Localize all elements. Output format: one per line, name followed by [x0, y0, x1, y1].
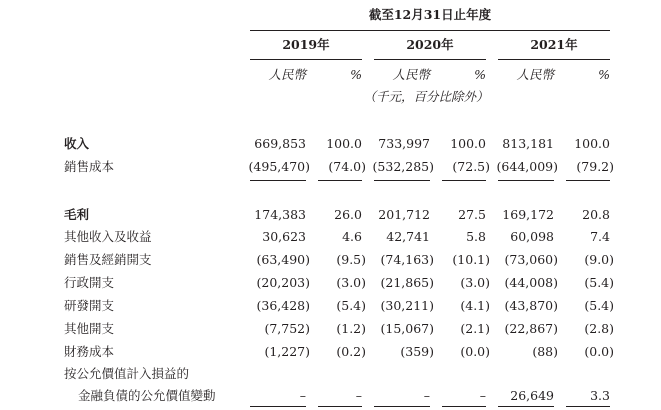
cell: 733,997	[378, 136, 430, 151]
total-rule	[566, 406, 610, 407]
cell: 42,741	[386, 229, 430, 244]
row-label-cost-of-sales: 銷售成本	[64, 159, 115, 174]
year-2021: 2021年	[530, 37, 578, 52]
cell: 100.0	[326, 136, 362, 151]
cell: –	[479, 388, 486, 403]
total-rule	[318, 406, 362, 407]
cell: 100.0	[574, 136, 610, 151]
cell: (88)	[532, 344, 558, 359]
cell: (1,227)	[264, 344, 310, 359]
cell: (21,865)	[380, 275, 434, 290]
total-rule	[498, 406, 554, 407]
cell: –	[355, 388, 362, 403]
cell: 5.8	[466, 229, 486, 244]
total-rule	[442, 406, 486, 407]
cell: 813,181	[502, 136, 554, 151]
percent-2020: %	[474, 67, 486, 82]
cell: (36,428)	[256, 298, 310, 313]
cell: (74,163)	[380, 252, 434, 267]
cell: (0.2)	[336, 344, 366, 359]
cell: (0.0)	[460, 344, 490, 359]
cell: 3.3	[590, 388, 610, 403]
row-label-finance-costs: 財務成本	[64, 344, 115, 359]
subtotal-rule	[374, 180, 430, 181]
cell: –	[299, 388, 306, 403]
cell: (22,867)	[504, 321, 558, 336]
cell: (4.1)	[460, 298, 490, 313]
year-rule-2020	[374, 59, 486, 60]
subtotal-rule	[498, 180, 554, 181]
row-label-other-expenses: 其他開支	[64, 321, 115, 336]
cell: 60,098	[510, 229, 554, 244]
row-label-gross-profit: 毛利	[64, 207, 90, 222]
cell: (2.1)	[460, 321, 490, 336]
unit-note: （千元，百分比除外）	[363, 89, 489, 104]
cell: (72.5)	[452, 159, 490, 174]
cell: 7.4	[590, 229, 610, 244]
percent-2021: %	[598, 67, 610, 82]
cell: (3.0)	[336, 275, 366, 290]
year-2019: 2019年	[282, 37, 330, 52]
currency-2020: 人民幣	[392, 67, 430, 82]
year-2020: 2020年	[406, 37, 454, 52]
cell: (15,067)	[380, 321, 434, 336]
subtotal-rule	[318, 180, 362, 181]
row-label-selling-expenses: 銷售及經銷開支	[64, 252, 152, 267]
cell: (30,211)	[380, 298, 434, 313]
cell: (5.4)	[584, 298, 614, 313]
year-rule-2019	[250, 59, 362, 60]
year-rule-2021	[498, 59, 610, 60]
cell: (1.2)	[336, 321, 366, 336]
cell: (74.0)	[328, 159, 366, 174]
cell: (10.1)	[452, 252, 490, 267]
cell: 169,172	[502, 207, 554, 222]
cell: 100.0	[450, 136, 486, 151]
total-rule	[374, 406, 430, 407]
cell: (7,752)	[264, 321, 310, 336]
row-label-other-income: 其他收入及收益	[64, 229, 152, 244]
cell: 4.6	[342, 229, 362, 244]
cell: (0.0)	[584, 344, 614, 359]
cell: (495,470)	[248, 159, 310, 174]
cell: (532,285)	[372, 159, 434, 174]
currency-2019: 人民幣	[268, 67, 306, 82]
subtotal-rule	[250, 180, 306, 181]
cell: –	[423, 388, 430, 403]
cell: (9.5)	[336, 252, 366, 267]
cell: (5.4)	[336, 298, 366, 313]
cell: 26.0	[334, 207, 362, 222]
cell: (5.4)	[584, 275, 614, 290]
cell: 669,853	[254, 136, 306, 151]
row-label-rnd-expenses: 研發開支	[64, 298, 115, 313]
cell: 20.8	[582, 207, 610, 222]
total-rule	[250, 406, 306, 407]
cell: (359)	[400, 344, 434, 359]
currency-2021: 人民幣	[516, 67, 554, 82]
row-label-revenue: 收入	[64, 136, 90, 151]
row-label-fair-value-line1: 按公允價值計入損益的	[64, 366, 190, 381]
period-title: 截至12月31日止年度	[368, 7, 492, 22]
row-label-admin-expenses: 行政開支	[64, 275, 115, 290]
cell: (2.8)	[584, 321, 614, 336]
percent-2019: %	[350, 67, 362, 82]
subtotal-rule	[566, 180, 610, 181]
cell: (73,060)	[504, 252, 558, 267]
cell: (63,490)	[256, 252, 310, 267]
cell: (20,203)	[256, 275, 310, 290]
cell: (9.0)	[584, 252, 614, 267]
row-label-fair-value-line2: 金融負債的公允價值變動	[78, 388, 216, 403]
cell: 26,649	[510, 388, 554, 403]
cell: 30,623	[262, 229, 306, 244]
cell: (44,008)	[504, 275, 558, 290]
cell: 27.5	[458, 207, 486, 222]
cell: 201,712	[378, 207, 430, 222]
cell: (79.2)	[576, 159, 614, 174]
cell: (43,870)	[504, 298, 558, 313]
cell: (3.0)	[460, 275, 490, 290]
subtotal-rule	[442, 180, 486, 181]
cell: (644,009)	[496, 159, 558, 174]
cell: 174,383	[254, 207, 306, 222]
header-rule	[250, 30, 610, 31]
